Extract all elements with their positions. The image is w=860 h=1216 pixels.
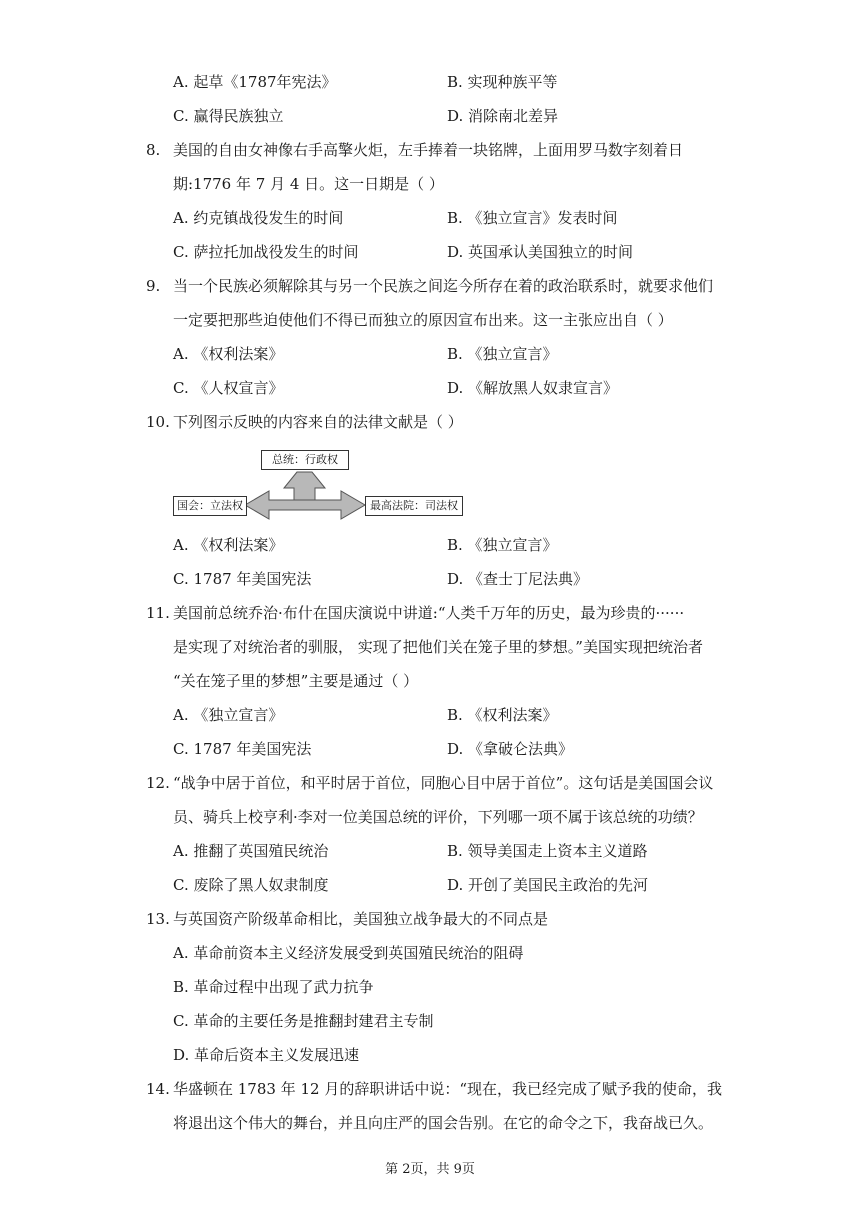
q10-option-d: D. 《查士丁尼法典》: [447, 570, 589, 588]
q12-number: 12.: [146, 774, 170, 792]
q12-option-d: D. 开创了美国民主政治的先河: [447, 876, 649, 894]
q8-option-d: D. 英国承认美国独立的时间: [447, 243, 634, 261]
q8-text-line2: 期:1776 年 7 月 4 日。这一日期是（ ）: [173, 175, 444, 193]
q9-option-b: B. 《独立宣言》: [447, 345, 558, 363]
q11-number: 11.: [146, 604, 170, 622]
q10-number: 10.: [146, 413, 170, 431]
q12-option-c: C. 废除了黑人奴隶制度: [173, 876, 329, 894]
q8-number: 8.: [146, 141, 161, 159]
q12-text-line1: “战争中居于首位，和平时居于首位，同胞心目中居于首位”。这句话是美国国会议: [173, 774, 714, 792]
q13-option-d: D. 革命后资本主义发展迅速: [173, 1046, 360, 1064]
q11-option-a: A. 《独立宣言》: [173, 706, 284, 724]
q13-number: 13.: [146, 910, 170, 928]
q7-option-a: A. 起草《1787年宪法》: [173, 73, 337, 91]
q14-number: 14.: [146, 1080, 170, 1098]
q11-text-line3: “关在笼子里的梦想”主要是通过（ ）: [173, 672, 419, 690]
q11-option-b: B. 《权利法案》: [447, 706, 558, 724]
q9-text-line2: 一定要把那些迫使他们不得已而独立的原因宣布出来。这一主张应出自（ ）: [173, 311, 673, 329]
q12-option-b: B. 领导美国走上资本主义道路: [447, 842, 648, 860]
q10-option-c: C. 1787 年美国宪法: [173, 570, 312, 588]
diagram-box-legislative: 国会：立法权: [173, 496, 247, 516]
q8-option-a: A. 约克镇战役发生的时间: [173, 209, 344, 227]
q10-option-b: B. 《独立宣言》: [447, 536, 558, 554]
diagram-box-judicial: 最高法院：司法权: [365, 496, 463, 516]
q9-option-a: A. 《权利法案》: [173, 345, 284, 363]
q7-option-d: D. 消除南北差异: [447, 107, 559, 125]
q14-text-line2: 将退出这个伟大的舞台，并且向庄严的国会告别。在它的命令之下，我奋战已久。: [173, 1114, 714, 1132]
q8-text-line1: 美国的自由女神像右手高擎火炬，左手捧着一块铭牌，上面用罗马数字刻着日: [173, 141, 684, 159]
q8-option-c: C. 萨拉托加战役发生的时间: [173, 243, 359, 261]
q11-option-c: C. 1787 年美国宪法: [173, 740, 312, 758]
q7-option-c: C. 赢得民族独立: [173, 107, 284, 125]
q10-text-line1: 下列图示反映的内容来自的法律文献是（ ）: [173, 413, 463, 431]
q13-option-c: C. 革命的主要任务是推翻封建君主专制: [173, 1012, 434, 1030]
q13-option-a: A. 革命前资本主义经济发展受到英国殖民统治的阻碍: [173, 944, 524, 962]
q11-text-line1: 美国前总统乔治·布什在国庆演说中讲道:“人类千万年的历史，最为珍贵的······: [173, 604, 685, 622]
q9-text-line1: 当一个民族必须解除其与另一个民族之间迄今所存在着的政治联系时，就要求他们: [173, 277, 714, 295]
q11-text-line2: 是实现了对统治者的驯服， 实现了把他们关在笼子里的梦想。”美国实现把统治者: [173, 638, 703, 656]
q12-text-line2: 员、骑兵上校亨利·李对一位美国总统的评价，下列哪一项不属于该总统的功绩？: [173, 808, 703, 826]
q13-option-b: B. 革命过程中出现了武力抗争: [173, 978, 374, 996]
q9-option-d: D. 《解放黑人奴隶宣言》: [447, 379, 619, 397]
q10-option-a: A. 《权利法案》: [173, 536, 284, 554]
q13-text-line1: 与英国资产阶级革命相比，美国独立战争最大的不同点是: [173, 910, 549, 928]
q14-text-line1: 华盛顿在 1783 年 12 月的辞职讲话中说：“现在，我已经完成了赋予我的使命，我: [173, 1080, 723, 1098]
q12-option-a: A. 推翻了英国殖民统治: [173, 842, 329, 860]
arrow-up-shape: [284, 472, 325, 500]
q7-option-b: B. 实现种族平等: [447, 73, 558, 91]
q9-number: 9.: [146, 277, 161, 295]
diagram-box-executive: 总统：行政权: [261, 450, 349, 470]
page-footer: 第 2页，共 9页: [385, 1162, 475, 1177]
q8-option-b: B. 《独立宣言》发表时间: [447, 209, 618, 227]
q9-option-c: C. 《人权宣言》: [173, 379, 284, 397]
q11-option-d: D. 《拿破仑法典》: [447, 740, 574, 758]
separation-of-powers-diagram: [173, 448, 465, 520]
